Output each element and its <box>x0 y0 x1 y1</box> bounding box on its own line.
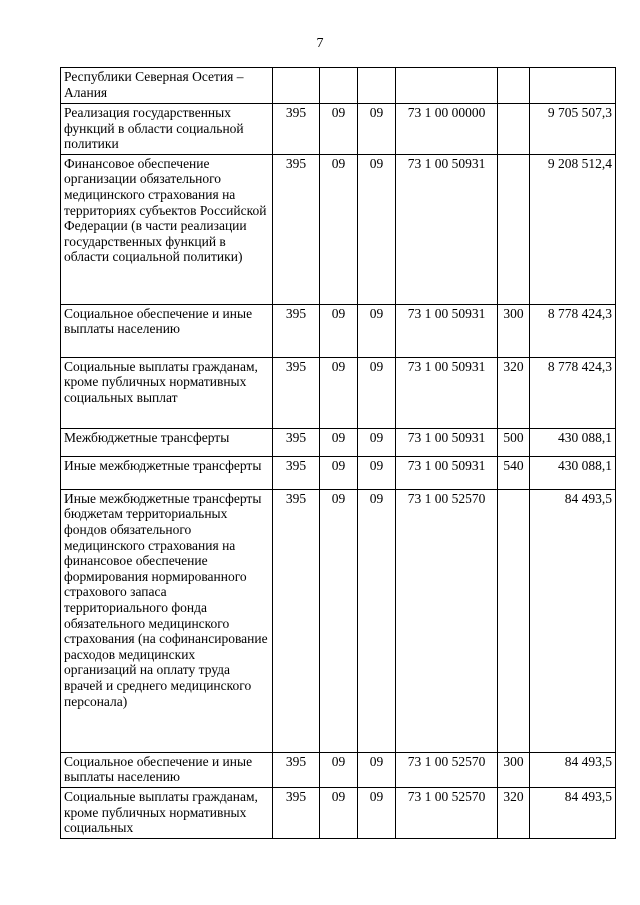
expense-name-cell: Социальные выплаты гражданам, кроме публичных нормативных социальных выплат <box>61 357 273 428</box>
table-row <box>61 428 616 456</box>
expense-name-cell: Финансовое обеспечение организации обязательного медицинского страхования на территориях субъектов Российской Федерации (в части реализации государственных функций в области социальной политики) <box>61 154 273 304</box>
amount-cell: 430 088,1 <box>530 428 616 456</box>
table-row <box>61 357 616 428</box>
ministry-code-cell: 395 <box>273 104 320 155</box>
section-code-cell: 09 <box>320 787 358 838</box>
section-code-cell <box>320 68 358 104</box>
target-article-cell: 73 1 00 50931 <box>396 456 498 489</box>
ministry-code-cell: 395 <box>273 752 320 787</box>
section-code-cell: 09 <box>320 154 358 304</box>
expense-type-cell: 300 <box>498 752 530 787</box>
subsection-code-cell: 09 <box>358 489 396 752</box>
amount-cell: 84 493,5 <box>530 752 616 787</box>
target-article-cell: 73 1 00 52570 <box>396 787 498 838</box>
ministry-code-cell: 395 <box>273 154 320 304</box>
subsection-code-cell: 09 <box>358 154 396 304</box>
amount-cell: 84 493,5 <box>530 787 616 838</box>
ministry-code-cell <box>273 68 320 104</box>
table-row <box>61 752 616 787</box>
subsection-code-cell <box>358 68 396 104</box>
expense-type-cell: 500 <box>498 428 530 456</box>
expense-name-cell: Межбюджетные трансферты <box>61 428 273 456</box>
ministry-code-cell: 395 <box>273 428 320 456</box>
section-code-cell: 09 <box>320 357 358 428</box>
target-article-cell: 73 1 00 50931 <box>396 154 498 304</box>
expense-name-cell: Иные межбюджетные трансферты бюджетам территориальных фондов обязательного медицинского страхования на финансовое обеспечение формирования нормированного страхового запаса территориального фонда обязательного медицинского страхования (на софинансирование расходов медицинских организаций на оплату труда врачей и среднего медицинского персонала) <box>61 489 273 752</box>
section-code-cell: 09 <box>320 456 358 489</box>
table-row <box>61 68 616 104</box>
page-number: 7 <box>316 36 324 51</box>
subsection-code-cell: 09 <box>358 752 396 787</box>
section-code-cell: 09 <box>320 304 358 357</box>
subsection-code-cell: 09 <box>358 304 396 357</box>
amount-cell: 430 088,1 <box>530 456 616 489</box>
table-row <box>61 104 616 155</box>
amount-cell: 8 778 424,3 <box>530 304 616 357</box>
target-article-cell: 73 1 00 00000 <box>396 104 498 155</box>
expense-name-cell: Социальное обеспечение и иные выплаты населению <box>61 304 273 357</box>
subsection-code-cell: 09 <box>358 456 396 489</box>
table-row <box>61 456 616 489</box>
ministry-code-cell: 395 <box>273 456 320 489</box>
expense-type-cell: 320 <box>498 357 530 428</box>
amount-cell: 84 493,5 <box>530 489 616 752</box>
budget-table <box>60 67 616 839</box>
expense-type-cell <box>498 154 530 304</box>
expense-name-cell: Социальные выплаты гражданам, кроме публичных нормативных социальных <box>61 787 273 838</box>
target-article-cell: 73 1 00 50931 <box>396 357 498 428</box>
target-article-cell <box>396 68 498 104</box>
expense-name-cell: Республики Северная Осетия – Алания <box>61 68 273 104</box>
section-code-cell: 09 <box>320 104 358 155</box>
target-article-cell: 73 1 00 52570 <box>396 489 498 752</box>
expense-name-cell: Реализация государственных функций в области социальной политики <box>61 104 273 155</box>
expense-type-cell <box>498 104 530 155</box>
amount-cell: 8 778 424,3 <box>530 357 616 428</box>
ministry-code-cell: 395 <box>273 304 320 357</box>
table-row <box>61 154 616 304</box>
target-article-cell: 73 1 00 50931 <box>396 304 498 357</box>
target-article-cell: 73 1 00 52570 <box>396 752 498 787</box>
ministry-code-cell: 395 <box>273 357 320 428</box>
ministry-code-cell: 395 <box>273 489 320 752</box>
target-article-cell: 73 1 00 50931 <box>396 428 498 456</box>
table-row <box>61 787 616 838</box>
section-code-cell: 09 <box>320 489 358 752</box>
subsection-code-cell: 09 <box>358 787 396 838</box>
amount-cell <box>530 68 616 104</box>
table-row <box>61 489 616 752</box>
expense-type-cell: 300 <box>498 304 530 357</box>
expense-name-cell: Социальное обеспечение и иные выплаты населению <box>61 752 273 787</box>
amount-cell: 9 705 507,3 <box>530 104 616 155</box>
table-row <box>61 304 616 357</box>
section-code-cell: 09 <box>320 752 358 787</box>
ministry-code-cell: 395 <box>273 787 320 838</box>
subsection-code-cell: 09 <box>358 357 396 428</box>
amount-cell: 9 208 512,4 <box>530 154 616 304</box>
expense-type-cell <box>498 489 530 752</box>
expense-type-cell: 320 <box>498 787 530 838</box>
expense-name-cell: Иные межбюджетные трансферты <box>61 456 273 489</box>
subsection-code-cell: 09 <box>358 104 396 155</box>
section-code-cell: 09 <box>320 428 358 456</box>
subsection-code-cell: 09 <box>358 428 396 456</box>
expense-type-cell: 540 <box>498 456 530 489</box>
expense-type-cell <box>498 68 530 104</box>
